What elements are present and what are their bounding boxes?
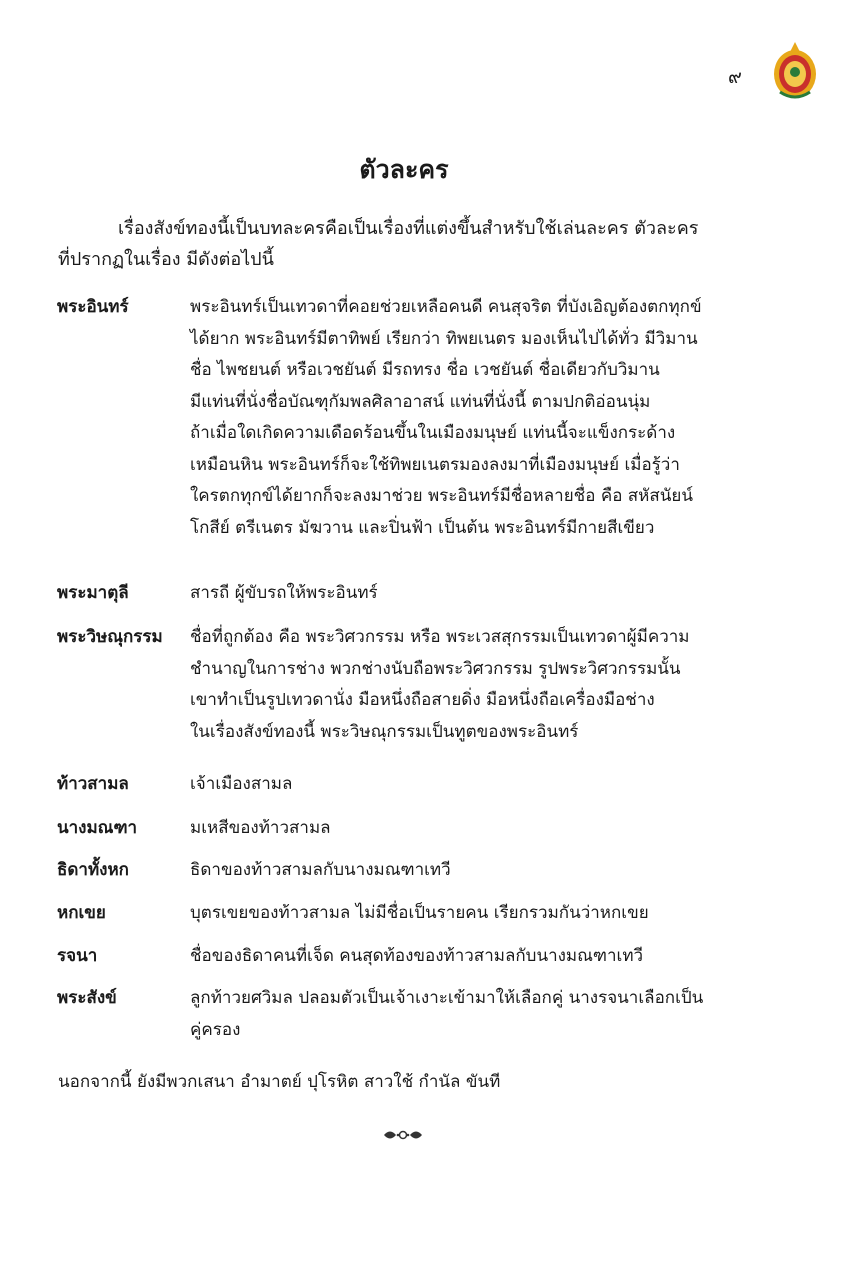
description-line: สารถี ผู้ขับรถให้พระอินทร์ [190,583,378,603]
character-description [190,983,760,1046]
description-line: ชื่อของธิดาคนที่เจ็ด คนสุดท้องของท้าวสามลกับนางมณฑาเทวี [190,946,644,966]
description-line: ชำนาญในการช่าง พวกช่างนับถือพระวิศวกรรม รูปพระวิศวกรรมนั้น [190,658,681,679]
character-description [190,292,760,544]
closing-note: นอกจากนี้ ยังมีพวกเสนา อำมาตย์ ปุโรหิต สาวใช้ กำนัล ขันที [58,1072,501,1092]
description-line: บุตรเขยของท้าวสามล ไม่มีชื่อเป็นรายคน เรียกรวมกันว่าหกเขย [190,903,649,923]
description-line: ใครตกทุกข์ได้ยากก็จะลงมาช่วย พระอินทร์มีชื่อหลายชื่อ คือ สหัสนัยน์ [190,486,693,506]
description-line: เจ้าเมืองสามล [190,774,293,794]
character-description [190,622,760,748]
character-name: ธิดาทั้งหก [57,860,129,880]
description-line: มีแท่นที่นั่งชื่อบัณฑุกัมพลศิลาอาสน์ แท่นที่นั่งนี้ ตามปกติอ่อนนุ่ม [190,391,651,412]
character-description [190,855,760,887]
character-description [190,813,760,845]
description-line: ได้ยาก พระอินทร์มีตาทิพย์ เรียกว่า ทิพยเนตร มองเห็นไปได้ทั่ว มีวิมาน [190,328,698,349]
character-name: ท้าวสามล [57,774,129,794]
description-line: โกสีย์ ตรีเนตร มัฆวาน และปิ่นฟ้า เป็นต้น พระอินทร์มีกายสีเขียว [190,517,655,538]
description-line: ชื่อ ไพชยนต์ หรือเวชยันต์ มีรถทรง ชื่อ เวชยันต์ ชื่อเดียวกับวิมาน [190,360,660,380]
character-description [190,769,760,801]
garuda-crest-logo [772,40,818,100]
character-name: พระสังข์ [57,988,117,1008]
page-number: ๙ [728,66,742,88]
character-description [190,578,760,610]
description-line: พระอินทร์เป็นเทวดาที่คอยช่วยเหลือคนดี คนสุจริต ที่บังเอิญต้องตกทุกข์ [190,297,702,317]
character-description [190,898,760,930]
character-name: หกเขย [57,903,106,923]
description-line: มเหสีของท้าวสามล [190,818,331,838]
character-name: พระอินทร์ [57,297,129,317]
intro-line-1: เรื่องสังข์ทองนี้เป็นบทละครคือเป็นเรื่องที่แต่งขึ้นสำหรับใช้เล่นละคร ตัวละคร [118,218,699,239]
character-name: รจนา [57,946,98,966]
description-line: เขาทำเป็นรูปเทวดานั่ง มือหนึ่งถือสายดิ่ง มือหนึ่งถือเครื่องมือช่าง [190,690,655,710]
floral-divider-icon [380,1126,426,1144]
character-name: พระมาตุลี [57,583,129,603]
character-name: นางมณฑา [57,818,138,838]
character-description [190,941,760,973]
description-line: ถ้าเมื่อใดเกิดความเดือดร้อนขึ้นในเมืองมนุษย์ แท่นนี้จะแข็งกระด้าง [190,423,676,443]
description-line: ชื่อที่ถูกต้อง คือ พระวิศวกรรม หรือ พระเวสสุกรรมเป็นเทวดาผู้มีความ [190,627,690,647]
page-title: ตัวละคร [359,155,449,184]
character-name: พระวิษณุกรรม [57,627,163,647]
description-line: ลูกท้าวยศวิมล ปลอมตัวเป็นเจ้าเงาะเข้ามาให้เลือกคู่ นางรจนาเลือกเป็น [190,988,704,1008]
description-line: เหมือนหิน พระอินทร์ก็จะใช้ทิพยเนตรมองลงมาที่เมืองมนุษย์ เมื่อรู้ว่า [190,454,680,475]
intro-line-2: ที่ปรากฏในเรื่อง มีดังต่อไปนี้ [58,249,274,270]
intro-paragraph [58,213,758,275]
description-line: ธิดาของท้าวสามลกับนางมณฑาเทวี [190,860,451,880]
description-line: ในเรื่องสังข์ทองนี้ พระวิษณุกรรมเป็นทูตของพระอินทร์ [190,721,579,742]
description-line: คู่ครอง [190,1019,241,1040]
